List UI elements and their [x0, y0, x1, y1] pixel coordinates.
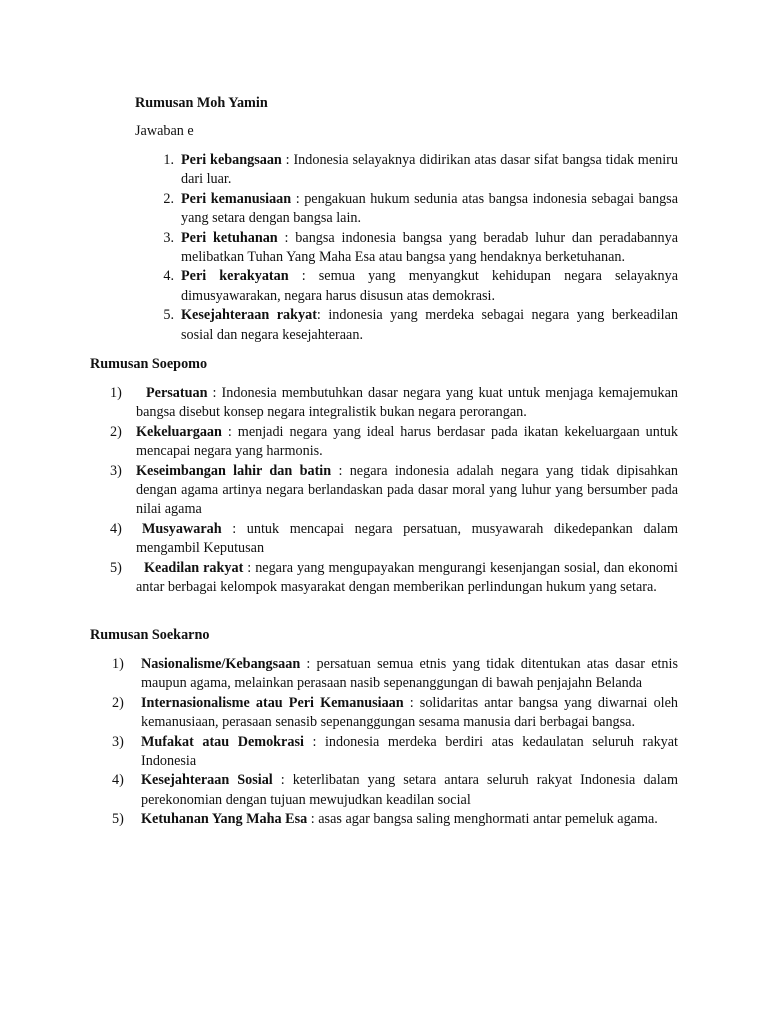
item-number: 4)	[110, 520, 122, 537]
list-item	[163, 306, 679, 345]
item-number: 3)	[112, 733, 124, 750]
item-number: 4)	[112, 772, 124, 789]
list-item	[163, 267, 679, 306]
list-item	[112, 655, 678, 694]
item-term: Peri kemanusiaan	[181, 190, 292, 207]
item-number: 2)	[110, 423, 122, 440]
section-title-soekarno: Rumusan Soekarno	[90, 627, 210, 643]
item-term: Nasionalisme/Kebangsaan	[141, 656, 301, 672]
item-term: Mufakat atau Demokrasi	[141, 733, 304, 750]
item-term: Internasionalisme atau Peri Kemanusiaan	[141, 694, 404, 711]
list-item	[112, 733, 678, 772]
list-item	[163, 190, 678, 229]
item-text: : solidaritas antar bangsa yang diwarnai oleh kemanusiaan, perasaan senasib sepenanggungan sesama manusia dari berbagai bangsa.	[141, 694, 678, 731]
list-item	[110, 423, 678, 462]
item-text: : semua yang menyangkut kehidupan negara selayaknya dimusyawarakan, negara harus disusun atas demokrasi.	[181, 268, 679, 304]
item-term: Persatuan	[146, 385, 208, 401]
item-text: : untuk mencapai negara persatuan, musyawarah dikedepankan dalam mengambil Keputusan	[136, 520, 678, 557]
item-term: Ketuhanan Yang Maha Esa	[141, 811, 308, 828]
item-term: Kesejahteraan rakyat	[181, 307, 317, 324]
item-number: 1.	[163, 152, 174, 168]
section-title-yamin: Rumusan Moh Yamin	[135, 95, 268, 111]
list-item	[112, 694, 678, 733]
item-number: 3)	[110, 462, 122, 479]
item-number: 5)	[112, 811, 124, 828]
list-item	[163, 151, 678, 190]
item-term: Peri kebangsaan	[181, 152, 282, 168]
item-text: : bangsa indonesia bangsa yang beradab luhur dan peradabannya melibatkan Tuhan Yang Maha Esa atau bangsa yang hendaknya berketuhanan.	[181, 229, 678, 266]
item-text: : indonesia yang merdeka sebagai negara yang berkeadilan sosial dan negara kesejahteraan.	[181, 307, 679, 343]
item-text: : pengakuan hukum sedunia atas bangsa indonesia sebagai bangsa yang setara dengan bangsa lain.	[181, 190, 678, 227]
item-text: : persatuan semua etnis yang tidak ditentukan atas dasar etnis maupun agama, melainkan perasaan nasib sepenanggungan di bawah penjajahn Belanda	[141, 656, 678, 692]
list-item	[112, 771, 678, 810]
item-number: 2)	[112, 694, 124, 711]
item-term: Kekeluargaan	[136, 423, 222, 440]
list-item	[110, 462, 679, 520]
item-number: 5)	[110, 559, 122, 576]
list-item	[110, 559, 678, 598]
item-number: 3.	[163, 229, 174, 246]
item-term: Kesejahteraan Sosial	[141, 772, 273, 789]
item-number: 5.	[163, 307, 174, 324]
list-item	[110, 520, 678, 559]
answer-label: Jawaban e	[135, 123, 194, 139]
list-item	[110, 384, 678, 423]
item-term: Keadilan rakyat	[144, 559, 244, 576]
yamin-list	[163, 151, 679, 345]
section-title-soepomo: Rumusan Soepomo	[90, 356, 208, 372]
item-text: : menjadi negara yang ideal harus berdasar pada ikatan kekeluargaan untuk mencapai negara yang harmonis.	[136, 423, 678, 460]
item-text: : Indonesia membutuhkan dasar negara yang kuat untuk menjaga kemajemukan bangsa disebut konsep negara integralistik bukan negara perorangan.	[136, 385, 678, 421]
item-number: 4.	[163, 268, 174, 285]
list-item	[112, 810, 678, 829]
item-term: Keseimbangan lahir dan batin	[136, 462, 332, 479]
item-number: 2.	[163, 190, 174, 207]
item-number: 1)	[110, 385, 122, 401]
item-term: Musyawarah	[142, 520, 222, 537]
item-text: : negara yang mengupayakan mengurangi kesenjangan sosial, dan ekonomi antar berbagai kelompok masyarakat dengan memberikan perlindungan hukum yang setara.	[136, 559, 678, 596]
soekarno-list	[112, 655, 678, 830]
item-text: : indonesia merdeka berdiri atas kedaulatan seluruh rakyat Indonesia	[141, 733, 678, 770]
item-text: : keterlibatan yang setara antara seluruh rakyat Indonesia dalam perekonomian dengan tujuan mewujudkan keadilan social	[141, 772, 678, 808]
item-text: : asas agar bangsa saling menghormati antar pemeluk agama.	[307, 811, 658, 828]
item-term: Peri ketuhanan	[181, 229, 278, 246]
soepomo-list	[110, 384, 679, 597]
item-text: : negara indonesia adalah negara yang tidak dipisahkan dengan agama artinya negara berlandaskan pada dasar moral yang luhur yang bersumber pada nilai agama	[136, 462, 679, 518]
item-text: : Indonesia selayaknya didirikan atas dasar sifat bangsa tidak meniru dari luar.	[181, 152, 678, 188]
item-number: 1)	[112, 656, 124, 672]
item-term: Peri kerakyatan	[181, 268, 289, 285]
list-item	[163, 229, 678, 268]
